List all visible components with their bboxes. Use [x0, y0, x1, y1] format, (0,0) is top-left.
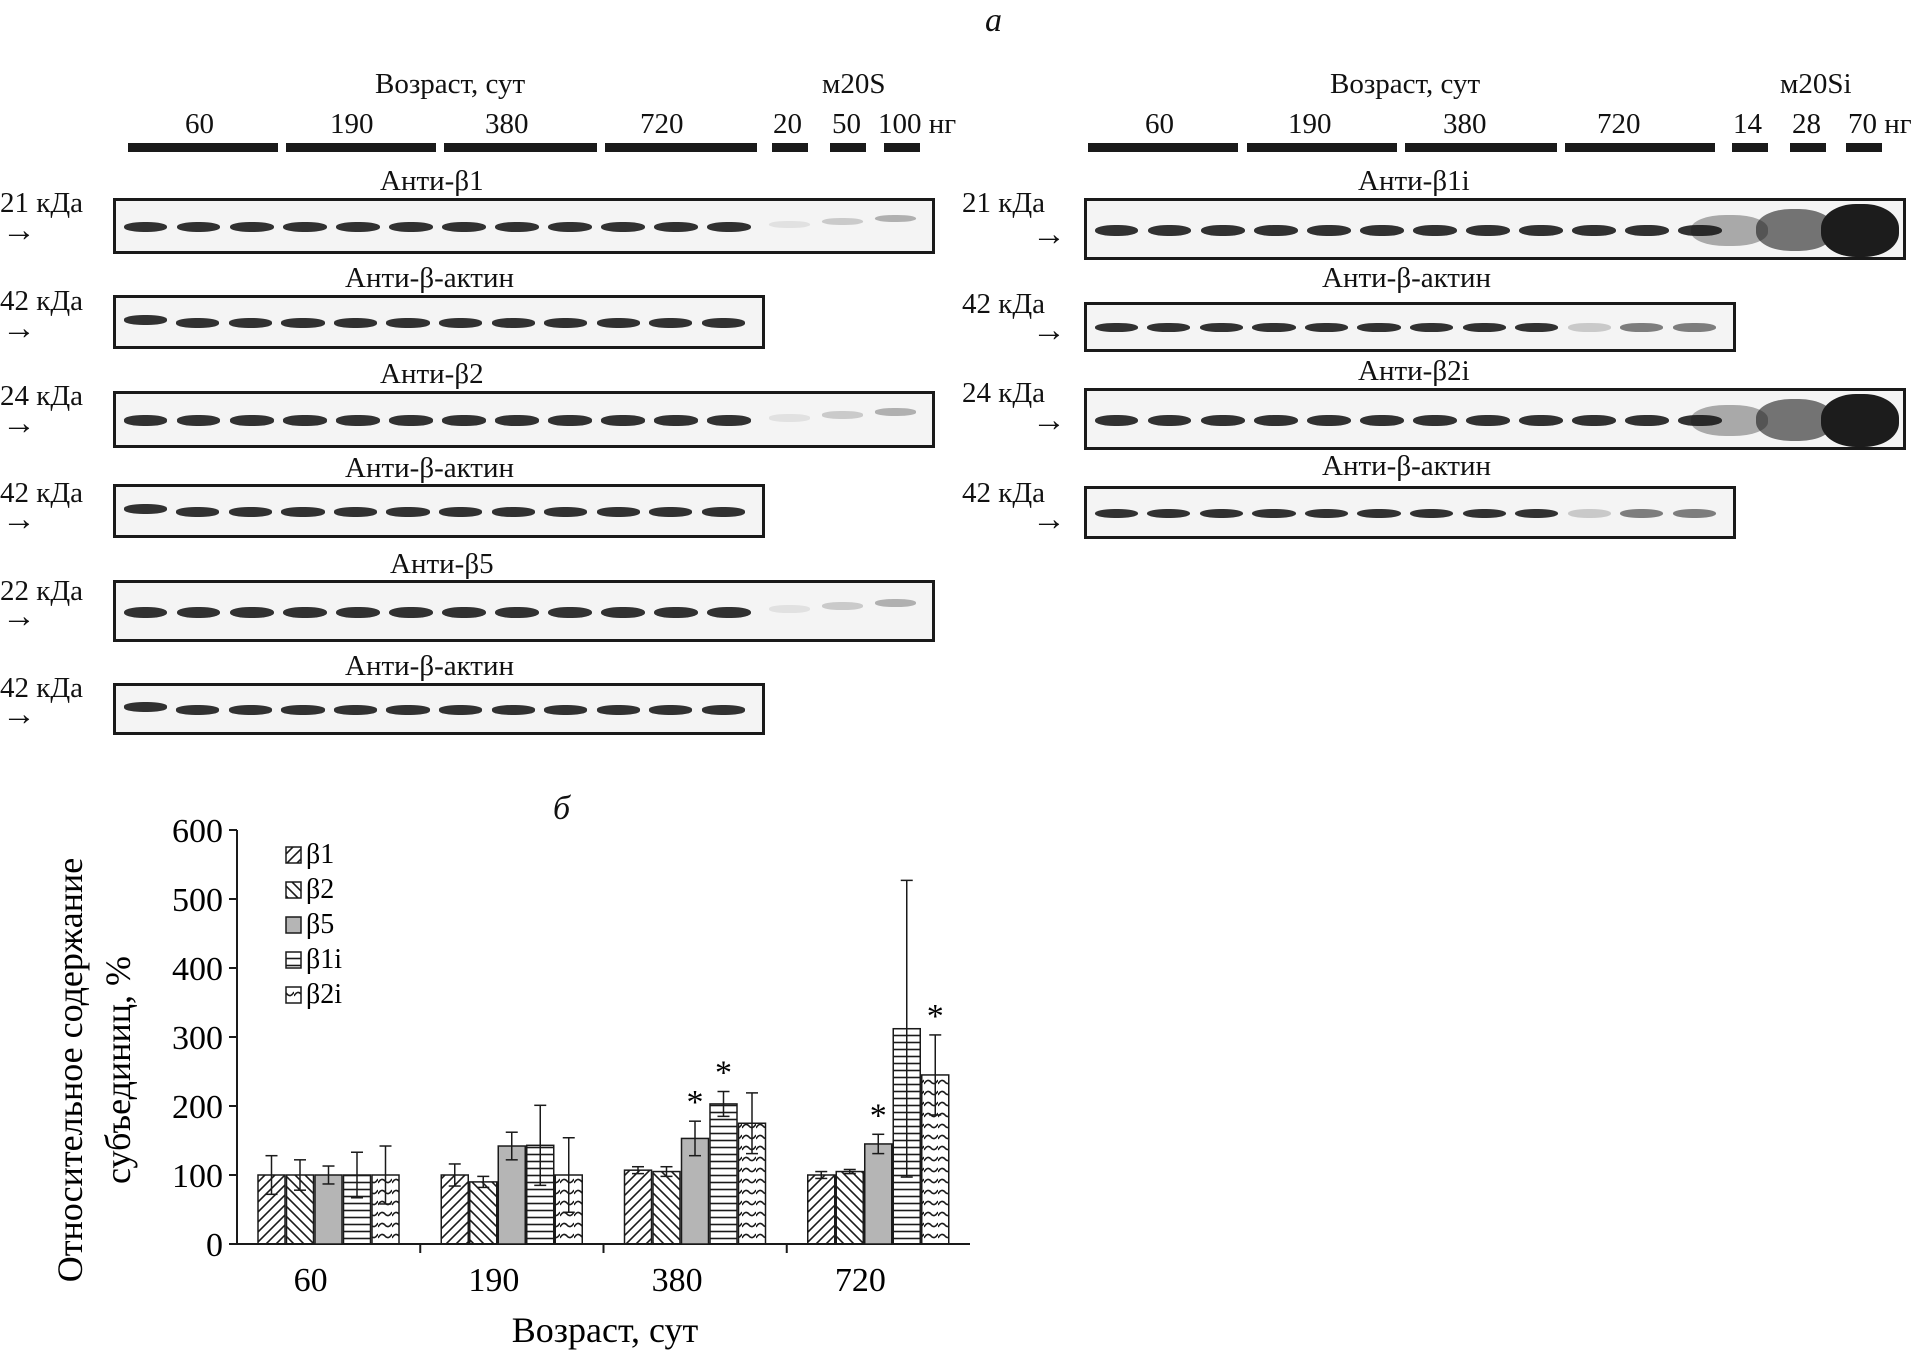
blot-band: [1568, 323, 1611, 332]
blot-band: [702, 705, 745, 714]
arrow-icon: →: [2, 696, 36, 733]
blot-band: [334, 507, 377, 517]
x-tick-label: 380: [651, 1262, 703, 1299]
right-group-label: 720: [1597, 108, 1641, 140]
left-blot-mw: 42 кДа: [0, 285, 83, 317]
bar: [865, 1144, 892, 1244]
left-blot-mw: 21 кДа: [0, 187, 83, 219]
blot-std-band: [875, 408, 916, 415]
right-group-label: 60: [1145, 108, 1174, 140]
left-blot-title: Анти-β-актин: [345, 452, 515, 484]
blot-band: [1095, 323, 1138, 332]
blot-band: [442, 607, 485, 618]
blot-band: [1620, 509, 1663, 518]
blot-std-band: [875, 599, 916, 607]
blot-band: [1357, 323, 1400, 332]
left-group-label: 380: [485, 108, 529, 140]
right-group-bar: [1565, 143, 1715, 152]
x-tick-label: 60: [293, 1262, 328, 1299]
blot-band: [229, 507, 272, 517]
blot-band: [654, 415, 697, 425]
bar: [653, 1172, 680, 1244]
blot-band: [597, 507, 640, 517]
blot-band: [1625, 415, 1668, 426]
legend-swatch: [286, 847, 301, 863]
right-std-bar: [1732, 143, 1768, 152]
blot-band: [548, 222, 591, 232]
right-blot-title: Анти-β2i: [1358, 355, 1470, 387]
blot-band: [548, 415, 591, 425]
left-blot-title: Анти-β1: [380, 165, 484, 197]
legend-label: β1i: [306, 944, 343, 975]
y-tick-label: 0: [206, 1227, 223, 1264]
blot-band: [1568, 509, 1611, 518]
significance-marker: *: [686, 1084, 704, 1122]
left-blot-mw: 42 кДа: [0, 477, 83, 509]
western-blot-image: [113, 484, 765, 538]
right-std-bar: [1846, 143, 1882, 152]
panel-b-letter: б: [553, 790, 571, 827]
blot-band: [442, 222, 485, 232]
blot-band: [1620, 323, 1663, 332]
western-blot-image: [113, 391, 935, 448]
blot-band: [1515, 509, 1558, 518]
blot-band: [495, 607, 538, 618]
legend-label: β2i: [306, 979, 343, 1010]
blot-band: [281, 705, 324, 714]
bar: [836, 1172, 863, 1244]
blot-band: [336, 607, 379, 618]
left-group-bar: [128, 143, 278, 152]
blot-band: [124, 702, 167, 711]
western-blot-image: [1084, 302, 1736, 352]
blot-band: [1410, 323, 1453, 332]
right-blot-title: Анти-β-актин: [1322, 450, 1492, 482]
left-blot-mw: 24 кДа: [0, 380, 83, 412]
blot-band: [1673, 323, 1716, 332]
right-blot-title: Анти-β-актин: [1322, 262, 1492, 294]
blot-band: [495, 415, 538, 425]
left-group-bar: [605, 143, 757, 152]
blot-band: [176, 318, 219, 328]
blot-band: [124, 222, 167, 232]
left-group-bar: [286, 143, 436, 152]
legend-swatch: [286, 987, 301, 1003]
y-tick-label: 400: [172, 951, 223, 988]
blot-band: [124, 504, 167, 514]
blot-band: [386, 507, 429, 517]
left-std-bar: [884, 143, 920, 152]
blot-band: [1572, 415, 1615, 426]
blot-band: [1410, 509, 1453, 518]
blot-band: [1147, 323, 1190, 332]
blot-band: [1673, 509, 1716, 518]
y-axis-label: Относительное содержание: [50, 857, 90, 1283]
blot-band: [654, 607, 697, 618]
blot-std-band: [822, 411, 863, 418]
x-axis-label: Возраст, сут: [511, 1310, 699, 1350]
blot-band: [1360, 415, 1403, 426]
western-blot-image: [113, 580, 935, 642]
blot-band: [544, 318, 587, 328]
legend-swatch: [286, 917, 301, 933]
blot-band: [334, 318, 377, 328]
bar: [808, 1175, 835, 1244]
blot-band: [336, 222, 379, 232]
bar: [315, 1175, 342, 1244]
blot-std-band: [1821, 204, 1899, 257]
blot-band: [1200, 323, 1243, 332]
arrow-icon: →: [2, 310, 36, 347]
right-age-label: Возраст, сут: [1330, 68, 1481, 100]
blot-band: [1254, 415, 1297, 426]
blot-band: [230, 415, 273, 425]
blot-band: [389, 222, 432, 232]
blot-band: [1357, 509, 1400, 518]
arrow-icon: →: [1032, 216, 1066, 253]
blot-std-band: [1821, 394, 1899, 447]
left-blot-title: Анти-β5: [390, 548, 494, 580]
blot-band: [649, 507, 692, 517]
blot-band: [229, 705, 272, 714]
left-blot-title: Анти-β-актин: [345, 262, 515, 294]
x-tick-label: 190: [468, 1262, 520, 1299]
bar: [710, 1104, 737, 1244]
blot-band: [1519, 225, 1562, 236]
blot-band: [707, 222, 750, 232]
blot-band: [492, 318, 535, 328]
blot-band: [1095, 415, 1138, 426]
bar: [470, 1182, 497, 1244]
blot-band: [1413, 415, 1456, 426]
blot-band: [1515, 323, 1558, 332]
blot-band: [124, 415, 167, 425]
blot-band: [177, 607, 220, 618]
blot-band: [702, 318, 745, 328]
western-blot-image: [113, 295, 765, 349]
blot-band: [176, 507, 219, 517]
blot-band: [1307, 225, 1350, 236]
legend-label: β1: [306, 839, 335, 870]
blot-band: [439, 318, 482, 328]
blot-std-band: [875, 215, 916, 222]
blot-band: [1413, 225, 1456, 236]
legend-label: β5: [306, 909, 335, 940]
panel-a-letter: а: [985, 2, 1002, 39]
bar: [625, 1170, 652, 1244]
y-tick-label: 200: [172, 1089, 223, 1126]
left-group-label: 190: [330, 108, 374, 140]
blot-band: [439, 705, 482, 714]
blot-band: [230, 222, 273, 232]
left-group-bar: [444, 143, 597, 152]
right-blot-mw: 21 кДа: [962, 187, 1045, 219]
blot-band: [1360, 225, 1403, 236]
arrow-icon: →: [1032, 501, 1066, 538]
right-blot-mw: 42 кДа: [962, 288, 1045, 320]
left-blot-mw: 42 кДа: [0, 672, 83, 704]
blot-band: [283, 415, 326, 425]
blot-band: [1307, 415, 1350, 426]
y-tick-label: 600: [172, 813, 223, 850]
blot-band: [649, 705, 692, 714]
blot-band: [1095, 509, 1138, 518]
left-blot-title: Анти-β2: [380, 358, 484, 390]
blot-band: [336, 415, 379, 425]
blot-band: [229, 318, 272, 328]
blot-band: [283, 607, 326, 618]
blot-band: [1466, 415, 1509, 426]
western-blot-image: [1084, 198, 1906, 260]
right-group-bar: [1405, 143, 1557, 152]
blot-band: [1252, 323, 1295, 332]
blot-band: [176, 705, 219, 714]
blot-band: [544, 705, 587, 714]
blot-band: [124, 607, 167, 618]
blot-std-band: [822, 602, 863, 610]
y-axis-label: субъединиц, %: [98, 956, 138, 1184]
arrow-icon: →: [2, 501, 36, 538]
blot-band: [707, 607, 750, 618]
blot-band: [1463, 509, 1506, 518]
blot-std-band: [769, 605, 810, 613]
right-blot-mw: 42 кДа: [962, 477, 1045, 509]
right-blot-title: Анти-β1i: [1358, 165, 1470, 197]
blot-band: [1254, 225, 1297, 236]
right-std-label: м20Si: [1780, 68, 1852, 100]
blot-band: [544, 507, 587, 517]
arrow-icon: →: [1032, 402, 1066, 439]
blot-band: [654, 222, 697, 232]
blot-band: [1466, 225, 1509, 236]
blot-band: [1519, 415, 1562, 426]
blot-band: [177, 415, 220, 425]
blot-band: [386, 705, 429, 714]
blot-band: [707, 415, 750, 425]
blot-band: [281, 507, 324, 517]
blot-band: [1305, 323, 1348, 332]
western-blot-image: [113, 683, 765, 735]
blot-band: [601, 607, 644, 618]
blot-band: [597, 705, 640, 714]
blot-band: [281, 318, 324, 328]
blot-band: [1625, 225, 1668, 236]
blot-band: [548, 607, 591, 618]
right-group-label: 190: [1288, 108, 1332, 140]
legend-swatch: [286, 952, 301, 968]
blot-band: [386, 318, 429, 328]
blot-band: [495, 222, 538, 232]
left-std-bar: [772, 143, 808, 152]
blot-band: [649, 318, 692, 328]
blot-band: [283, 222, 326, 232]
blot-band: [439, 507, 482, 517]
arrow-icon: →: [2, 212, 36, 249]
significance-marker: *: [869, 1097, 887, 1135]
left-group-label: 60: [185, 108, 214, 140]
blot-band: [702, 507, 745, 517]
legend-label: β2: [306, 874, 335, 905]
blot-band: [1201, 225, 1244, 236]
blot-band: [389, 607, 432, 618]
blot-band: [177, 222, 220, 232]
arrow-icon: →: [2, 598, 36, 635]
significance-marker: *: [715, 1054, 732, 1092]
y-tick-label: 500: [172, 882, 223, 919]
right-std-amount: 28: [1792, 108, 1821, 140]
blot-band: [442, 415, 485, 425]
blot-band: [1305, 509, 1348, 518]
western-blot-image: [1084, 388, 1906, 450]
blot-band: [334, 705, 377, 714]
right-std-amount: 70 нг: [1848, 108, 1912, 140]
significance-marker: *: [926, 997, 944, 1035]
y-tick-label: 100: [172, 1158, 223, 1195]
blot-band: [1252, 509, 1295, 518]
blot-band: [601, 222, 644, 232]
blot-band: [1148, 415, 1191, 426]
blot-band: [1148, 225, 1191, 236]
bar-chart: [0, 780, 980, 1354]
y-tick-label: 300: [172, 1020, 223, 1057]
blot-band: [597, 318, 640, 328]
left-std-bar: [830, 143, 866, 152]
blot-band: [230, 607, 273, 618]
blot-band: [1095, 225, 1138, 236]
blot-std-band: [769, 221, 810, 228]
right-group-label: 380: [1443, 108, 1487, 140]
blot-band: [1147, 509, 1190, 518]
left-std-amount: 50: [832, 108, 861, 140]
legend-swatch: [286, 882, 301, 898]
arrow-icon: →: [2, 405, 36, 442]
left-group-label: 720: [640, 108, 684, 140]
right-std-amount: 14: [1733, 108, 1762, 140]
blot-band: [492, 507, 535, 517]
blot-band: [492, 705, 535, 714]
blot-band: [124, 315, 167, 325]
left-age-label: Возраст, сут: [375, 68, 526, 100]
western-blot-image: [113, 198, 935, 254]
blot-band: [1200, 509, 1243, 518]
right-std-bar: [1790, 143, 1826, 152]
x-tick-label: 720: [834, 1262, 886, 1299]
blot-band: [1572, 225, 1615, 236]
left-std-label: м20S: [822, 68, 886, 100]
left-blot-title: Анти-β-актин: [345, 650, 515, 682]
right-blot-mw: 24 кДа: [962, 377, 1045, 409]
blot-band: [1463, 323, 1506, 332]
left-blot-mw: 22 кДа: [0, 575, 83, 607]
right-group-bar: [1088, 143, 1238, 152]
western-blot-image: [1084, 486, 1736, 539]
blot-std-band: [769, 414, 810, 421]
blot-band: [389, 415, 432, 425]
arrow-icon: →: [1032, 312, 1066, 349]
bar: [498, 1146, 525, 1244]
blot-band: [1201, 415, 1244, 426]
blot-band: [601, 415, 644, 425]
left-std-amount: 20: [773, 108, 802, 140]
left-std-amount: 100 нг: [878, 108, 957, 140]
right-group-bar: [1247, 143, 1397, 152]
blot-std-band: [822, 218, 863, 225]
